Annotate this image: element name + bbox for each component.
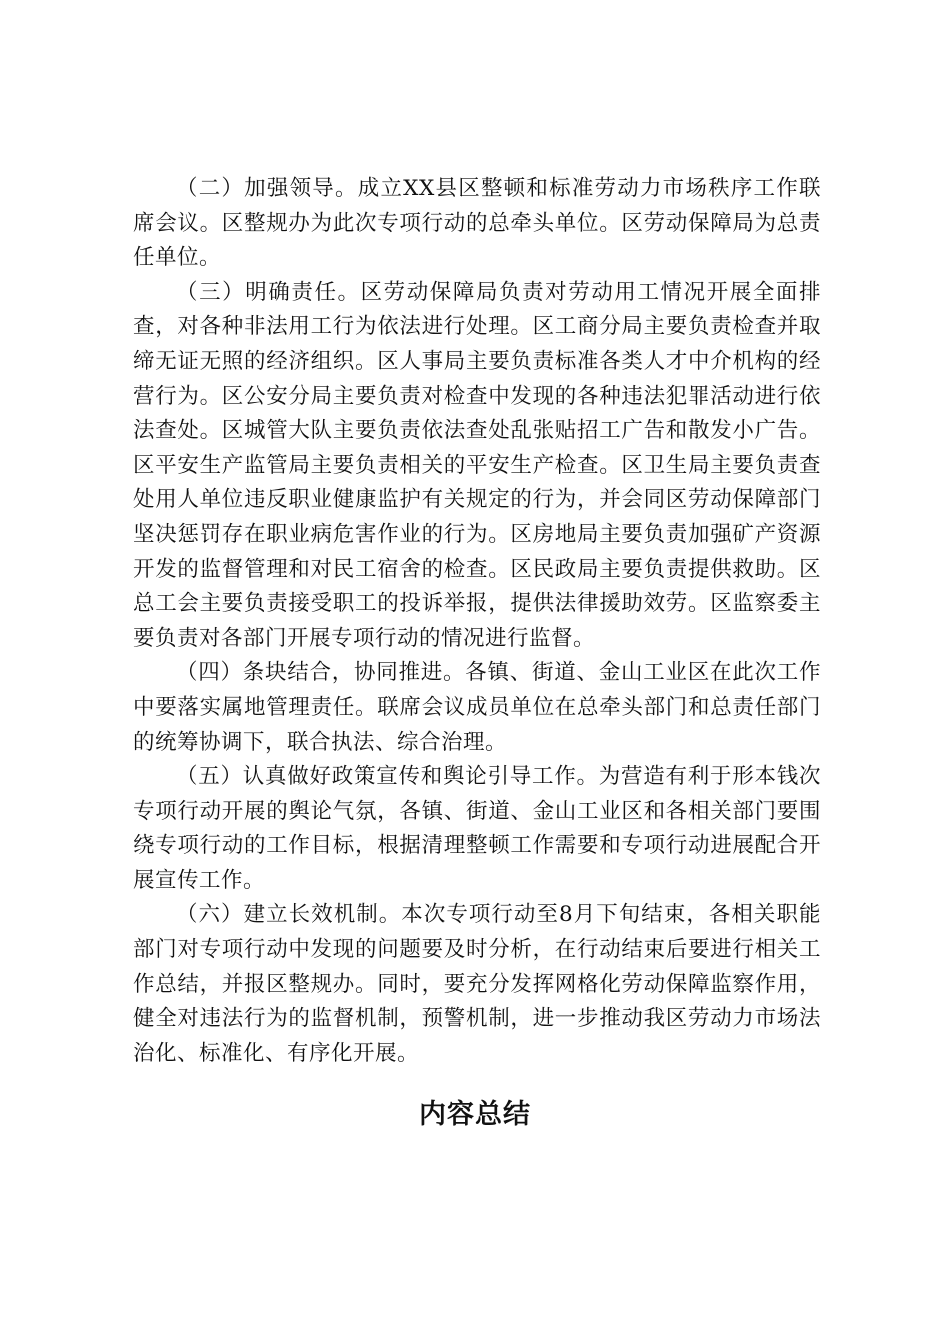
- paragraph-publicity: （五）认真做好政策宣传和舆论引导工作。为营造有利于形本钱次专项行动开展的舆论气氛，各镇、街道、金山工业区和各相关部门要围绕专项行动的工作目标，根据清理整顿工作需要和专项行动进展配合开展宣传工作。: [133, 764, 821, 893]
- paragraph-leadership: （二）加强领导。成立XX县区整顿和标准劳动力市场秩序工作联席会议。区整规办为此次专项行动的总牵头单位。区劳动保障局为总责任单位。: [133, 176, 821, 271]
- paragraph-responsibilities: （三）明确责任。区劳动保障局负责对劳动用工情况开展全面排查，对各种非法用工行为依法进行处理。区工商分局主要负责检查并取缔无证无照的经济组织。区人事局主要负责标准各类人才中介机构的经营行为。区公安分局主要负责对检查中发现的各种违法犯罪活动进行依法查处。区城管大队主要负责依法查处乱张贴招工广告和散发小广告。区平安生产监管局主要负责相关的平安生产检查。区卫生局主要负责查处用人单位违反职业健康监护有关规定的行为，并会同区劳动保障部门坚决惩罚存在职业病危害作业的行为。区房地局主要负责加强矿产资源开发的监督管理和对民工宿舍的检查。区民政局主要负责提供救助。区总工会主要负责接受职工的投诉举报，提供法律援助效劳。区监察委主要负责对各部门开展专项行动的情况进行监督。: [133, 279, 821, 651]
- summary-heading: 内容总结: [419, 1099, 531, 1130]
- document-body: [133, 172, 821, 1071]
- paragraph-long-term-mechanism: （六）建立长效机制。本次专项行动至8月下旬结束，各相关职能部门对专项行动中发现的问题要及时分析，在行动结束后要进行相关工作总结，并报区整规办。同时，要充分发挥网格化劳动保障监察作用，健全对违法行为的监督机制，预警机制，进一步推动我区劳动力市场法治化、标准化、有序化开展。: [133, 902, 821, 1066]
- paragraph-coordination: （四）条块结合，协同推进。各镇、街道、金山工业区在此次工作中要落实属地管理责任。联席会议成员单位在总牵头部门和总责任部门的统筹协调下，联合执法、综合治理。: [133, 660, 821, 755]
